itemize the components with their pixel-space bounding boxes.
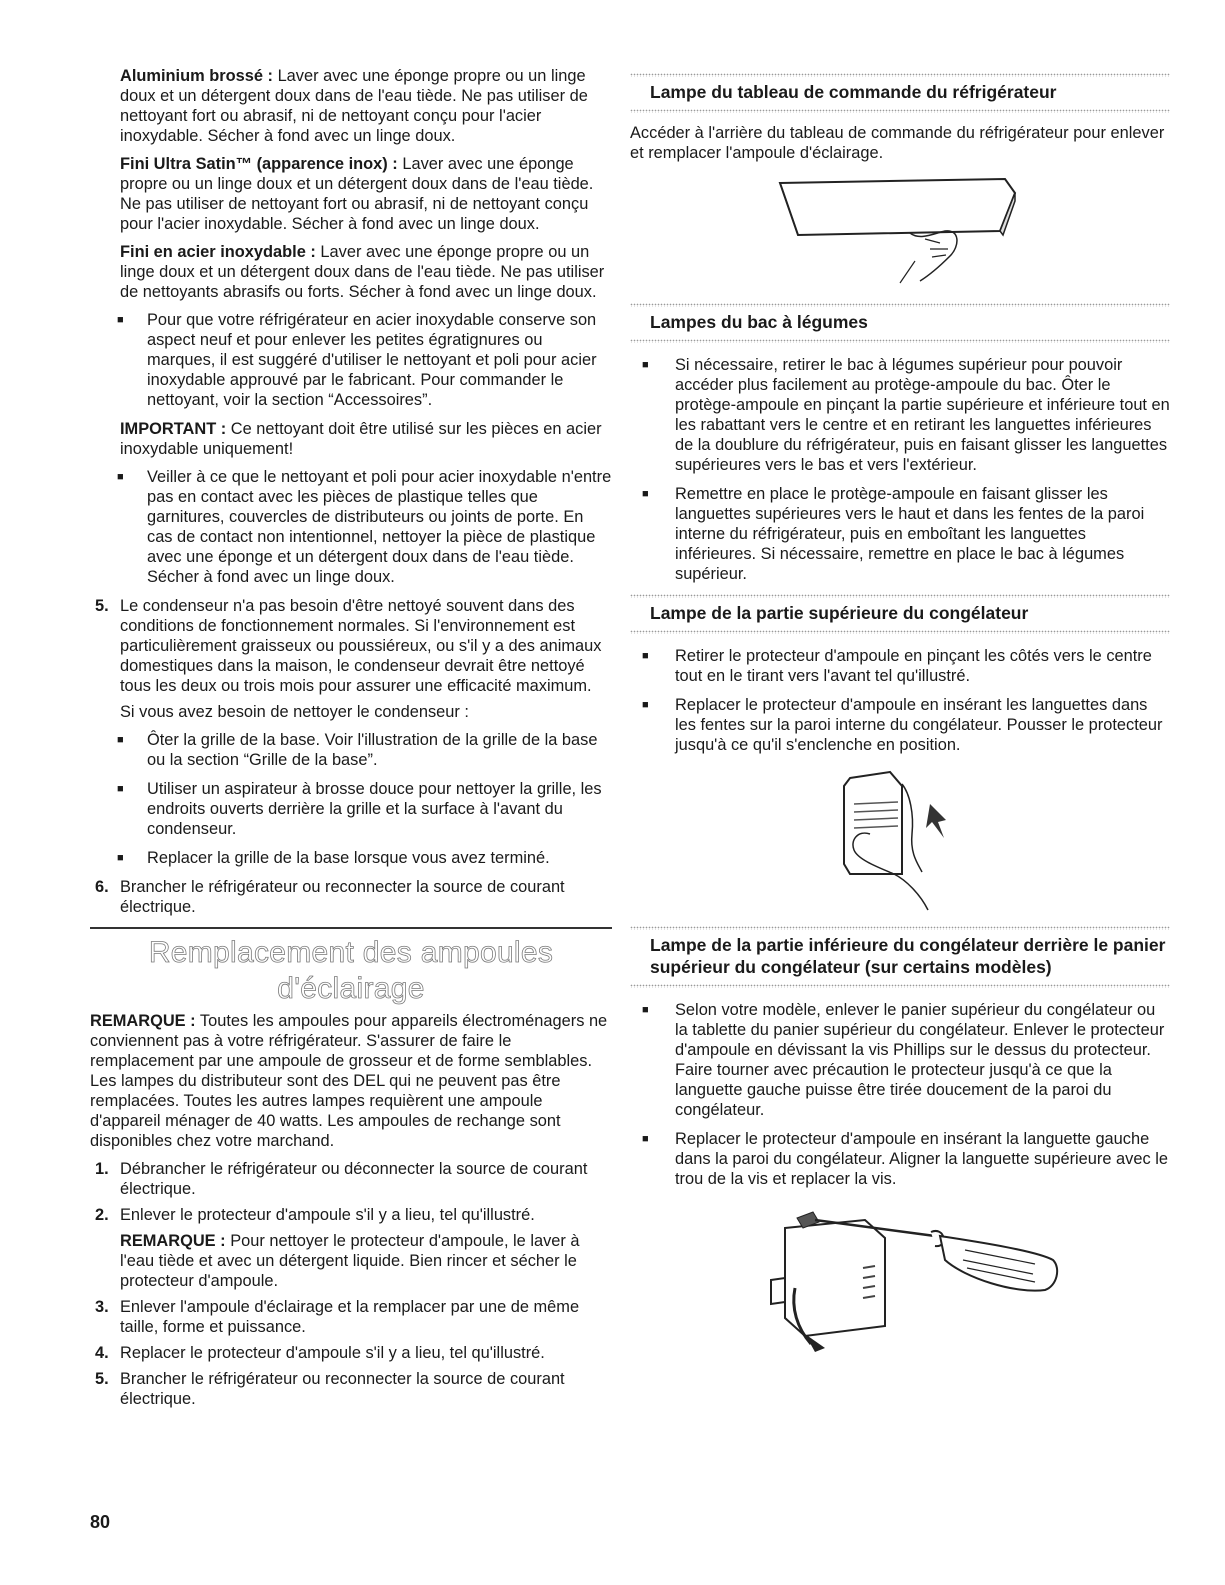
list-item: ■ Replacer la grille de la base lorsque vous avez terminé. <box>147 848 612 868</box>
step-3 <box>95 1297 612 1337</box>
crisper-bullets <box>630 355 1170 584</box>
step-number: 5. <box>95 597 109 615</box>
aluminium-paragraph <box>90 66 612 146</box>
important-bullet-list <box>90 467 612 587</box>
step-text: Replacer le protecteur d'ampoule s'il y a lieu, tel qu'illustré. <box>120 1344 545 1362</box>
step-2 <box>95 1205 612 1291</box>
step-2-note <box>120 1231 612 1291</box>
list-item: ■ Pour que votre réfrigérateur en acier inoxydable conserve son aspect neuf et pour enlever les petites égratignures ou marques, il est suggéré d'utiliser le nettoyant et poli pour acier inoxydable approuvé par le fabricant. Pour commander le nettoyant, voir la section “Accessoires”. <box>147 310 612 410</box>
satin-paragraph <box>90 154 612 234</box>
condenser-bullets <box>120 730 612 868</box>
step-text: Brancher le réfrigérateur ou reconnecter la source de courant électrique. <box>120 878 565 916</box>
note-text: Pour nettoyer le protecteur d'ampoule, le laver à l'eau tiède et avec un détergent liquide. Bien rincer et sécher le protecteur d'ampoule. <box>120 1232 580 1290</box>
dotted-rule <box>630 984 1170 988</box>
step-5b <box>95 1369 612 1409</box>
step-1 <box>95 1159 612 1199</box>
important-text: Ce nettoyant doit être utilisé sur les pièces en acier inoxydable uniquement! <box>120 420 602 458</box>
inox-label: Fini en acier inoxydable : <box>120 243 316 261</box>
freezer-top-figure <box>630 764 1170 914</box>
remarque-text: Toutes les ampoules pour appareils électroménagers ne conviennent pas à votre réfrigérateur. S'assurer de faire le remplacement par une ampoule de grosseur et de forme semblables. Les lampes du distributeur sont des DEL qui ne peuvent pas être remplacées. Toutes les autres lampes requièrent une ampoule d'appareil ménager de 40 watts. Les ampoules de rechange sont disponibles chez votre marchand. <box>90 1012 608 1150</box>
list-item: ■ Ôter la grille de la base. Voir l'illustration de la grille de la base ou la section “Grille de la base”. <box>147 730 612 770</box>
aluminium-label: Aluminium brossé : <box>120 67 273 85</box>
section-title: Remplacement des ampoules d'éclairage <box>148 936 554 1005</box>
condenser-intro: Si vous avez besoin de nettoyer le condenseur : <box>120 703 469 721</box>
list-item: ■ Veiller à ce que le nettoyant et poli pour acier inoxydable n'entre pas en contact avec les pièces de plastique telles que garnitures, couvercles de distributeurs ou joints de porte. En cas de contact non intentionnel, nettoyer la pièce de plastique avec une éponge et un détergent doux dans de l'eau tiède. Sécher à fond avec un linge doux. <box>147 467 612 587</box>
list-item: ■ Utiliser un aspirateur à brosse douce pour nettoyer la grille, les endroits ouverts derrière la grille et la surface à l'avant du condenseur. <box>147 779 612 839</box>
step-number: 1. <box>95 1160 109 1178</box>
inox-paragraph <box>90 242 612 302</box>
section-divider <box>90 927 612 929</box>
step-number: 2. <box>95 1206 109 1224</box>
dotted-rule <box>630 339 1170 343</box>
list-item: ■ Remettre en place le protège-ampoule en faisant glisser les languettes supérieures vers le haut et dans les fentes de la paroi interne du réfrigérateur, puis en emboîtant les languettes inférieures. Si nécessaire, remettre en place le bac à légumes supérieur. <box>675 484 1170 584</box>
right-column <box>630 73 1170 1368</box>
step-number: 6. <box>95 878 109 896</box>
satin-label: Fini Ultra Satin™ (apparence inox) : <box>120 155 398 173</box>
step-number: 3. <box>95 1298 109 1316</box>
important-label: IMPORTANT : <box>120 420 227 438</box>
step-text: Enlever le protecteur d'ampoule s'il y a lieu, tel qu'illustré. <box>120 1206 535 1224</box>
control-panel-figure <box>630 171 1170 291</box>
freezer-bottom-bullets <box>630 1000 1170 1189</box>
step-number: 5. <box>95 1370 109 1388</box>
page-number: 80 <box>90 1512 111 1532</box>
list-item: ■ Selon votre modèle, enlever le panier supérieur du congélateur ou la tablette du panier supérieur du congélateur. Enlever le protecteur d'ampoule en dévissant la vis Phillips sur le dessus du protecteur. Faire tourner avec précaution le protecteur jusqu'à ce que la languette gauche puisse être tirée doucement de la paroi du congélateur. <box>675 1000 1170 1120</box>
step-text: Débrancher le réfrigérateur ou déconnecter la source de courant électrique. <box>120 1160 588 1198</box>
list-item: ■ Retirer le protecteur d'ampoule en pinçant les côtés vers le centre tout en le tirant vers l'avant tel qu'illustré. <box>675 646 1170 686</box>
step-text: Brancher le réfrigérateur ou reconnecter la source de courant électrique. <box>120 1370 565 1408</box>
remarque-label: REMARQUE : <box>90 1012 196 1030</box>
list-item: ■ Replacer le protecteur d'ampoule en insérant les languettes dans les fentes sur la paroi interne du congélateur. Pousser le protecteur jusqu'à ce qu'il s'enclenche en position. <box>675 695 1170 755</box>
freezer-bottom-figure <box>630 1198 1170 1368</box>
freezer-bottom-heading: Lampe de la partie inférieure du congélateur derrière le panier supérieur du congélateur (sur certains modèles) <box>650 935 1166 977</box>
inox-bullet-list <box>90 310 612 410</box>
dotted-rule <box>630 630 1170 634</box>
important-paragraph <box>90 419 612 459</box>
remarque-paragraph <box>90 1011 612 1151</box>
step-4 <box>95 1343 612 1363</box>
step-text: Enlever l'ampoule d'éclairage et la remplacer par une de même taille, forme et puissance. <box>120 1298 580 1336</box>
step-number: 4. <box>95 1344 109 1362</box>
control-panel-heading: Lampe du tableau de commande du réfrigérateur <box>650 82 1057 102</box>
cleaning-steps <box>90 596 612 917</box>
freezer-top-bullets <box>630 646 1170 755</box>
crisper-heading: Lampes du bac à légumes <box>650 312 868 332</box>
freezer-top-heading: Lampe de la partie supérieure du congélateur <box>650 603 1029 623</box>
step-5 <box>95 596 612 868</box>
list-item: ■ Si nécessaire, retirer le bac à légumes supérieur pour pouvoir accéder plus facilement au protège-ampoule du bac. Ôter le protège-ampoule en pinçant la partie supérieure et inférieure tout en les rabattant vers le centre et en retirant les languettes inférieures de la doublure du réfrigérateur, puis en faisant glisser les languettes supérieures vers le bas et vers l'extérieur. <box>675 355 1170 475</box>
bulb-steps <box>90 1159 612 1409</box>
freezer-bottom-illustration <box>735 1198 1065 1368</box>
control-panel-illustration <box>760 171 1040 291</box>
step-text: Le condenseur n'a pas besoin d'être nettoyé souvent dans des conditions de fonctionnement normales. Si l'environnement est particulièrement graisseux ou poussiéreux, ou s'il y a des animaux domestiques dans la maison, le condenseur devrait être nettoyé tous les deux ou trois mois pour assurer une efficacité maximum. <box>120 597 602 695</box>
control-panel-text: Accéder à l'arrière du tableau de commande du réfrigérateur pour enlever et remplacer l'ampoule d'éclairage. <box>630 124 1165 162</box>
inox-text: Laver avec une éponge propre ou un linge doux et un détergent doux dans de l'eau tiède. Ne pas utiliser de nettoyants abrasifs ou forts. Sécher à fond avec un linge doux. <box>120 243 605 301</box>
step-6 <box>95 877 612 917</box>
note-label: REMARQUE : <box>120 1232 226 1250</box>
dotted-rule <box>630 109 1170 113</box>
list-item: ■ Replacer le protecteur d'ampoule en insérant la languette gauche dans la paroi du congélateur. Aligner la languette supérieure avec le trou de la vis et replacer la vis. <box>675 1129 1170 1189</box>
aluminium-text: Laver avec une éponge propre ou un linge doux et un détergent doux dans de l'eau tiède. Ne pas utiliser de nettoyant fort ou abrasif, ni de nettoyant conçu pour l'acier inoxydable. Sécher à fond avec un linge doux. <box>120 67 588 145</box>
satin-text: Laver avec une éponge propre ou un linge doux et un détergent doux dans de l'eau tiède. Ne pas utiliser de nettoyant fort ou abrasif, ni de nettoyant conçu pour l'acier inoxydable. Sécher à fond avec un linge doux. <box>120 155 594 233</box>
left-column <box>90 66 612 1415</box>
freezer-top-illustration <box>810 764 990 914</box>
